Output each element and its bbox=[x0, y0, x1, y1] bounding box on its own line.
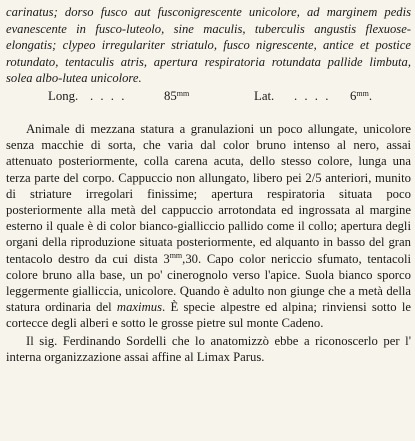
length-leader-dots: . . . . bbox=[90, 89, 127, 103]
width-unit: mm bbox=[356, 89, 369, 98]
width-value: 6mm. bbox=[350, 86, 372, 104]
fraction: 2/5 bbox=[305, 170, 322, 185]
width-label: Lat. bbox=[254, 89, 275, 103]
description-paragraph-2: Il sig. Ferdinando Sordelli che lo anatomizzò ebbe a riconoscerlo per l' interna organizzazione assai affine al Limax Parus. bbox=[6, 333, 411, 364]
latin-description-text: carinatus; dorso fusco aut fusconigrescente unicolore, ad marginem pedis evanescente in fusco-luteolo, sine maculis, tuberculis angustis flexuose-elongatis; clypeo irregulariter striatulo, fusco nigrescente, antice et postice rotundato, tentaculis atris, apertura respiratoria rotundata pallide limbuta, solea albo-lutea unicolore. bbox=[6, 5, 411, 86]
measurements-line bbox=[48, 86, 388, 104]
length-value: 85mm bbox=[164, 86, 254, 104]
length-unit: mm bbox=[176, 89, 190, 98]
species-name: maximus bbox=[116, 300, 163, 315]
description-body bbox=[6, 121, 411, 365]
description-paragraph-1: Animale di mezzana statura a granulazioni un poco allungate, unicolore senza macchie di sorta, che varia dal color bruno intenso al nero, assai attenuato posteriormente, colla carena acuta, dello stesso colore, lunga una terza parte del corpo. Cappuccio non allungato, libero pei 2/5 anteriori, munito di striature irregolari finissime; apertura respiratoria situata poco posteriormente alla metà del cappuccio arrotondata ed ingrossata al margine esterno il quale è di color bianco-gialliccio pallido come il collo; apertura degli organi della riproduzione situata posteriormente, ed alquanto in basso del gran tentacolo destro da cui dista $3^{mm},30$. Capo color nericcio sfumato, tentacoli colore bruno alla base, un po' cinerognolo verso l'apice. Suola bianco sporco leggermente gialliccia, unicolore. Quando è adulto non giunge che a metà della statura ordinaria del maximus. È specie alpestre ed alpina; rinviensi sotto le cortecce degli alberi e sotto le grosse pietre sul monte Cadeno. bbox=[6, 122, 411, 331]
latin-description bbox=[6, 4, 411, 87]
length-label: Long. bbox=[48, 89, 79, 103]
width-leader-dots: . . . . bbox=[294, 89, 331, 103]
distance-unit: mm bbox=[169, 250, 183, 260]
